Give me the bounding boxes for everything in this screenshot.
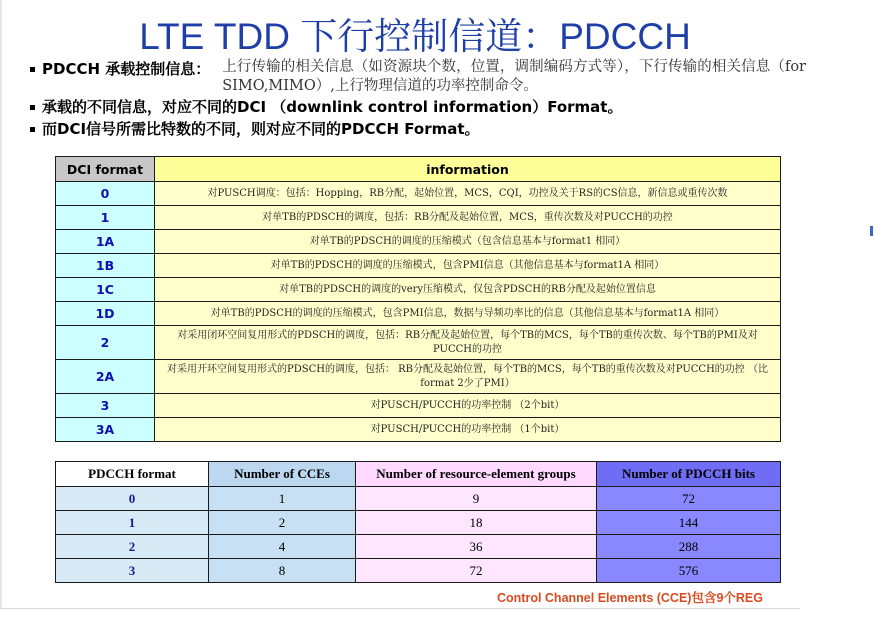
information-header: information xyxy=(155,157,781,182)
pdcch-bits-cell: 288 xyxy=(597,535,781,559)
table-row xyxy=(56,206,781,230)
reg-count-cell: 9 xyxy=(356,487,597,511)
pdcch-format-table xyxy=(55,461,781,583)
cce-footnote: Control Channel Elements (CCE)包含9个REG xyxy=(497,591,763,605)
table-row xyxy=(56,487,781,511)
reg-count-cell: 72 xyxy=(356,559,597,583)
table-row xyxy=(56,418,781,442)
edge-marker xyxy=(870,226,873,236)
dci-info-cell: 对采用开环空间复用形式的PDSCH的调度，包括： RB分配及起始位置，每个TB的MCS，每个TB的重传次数及对PUCCH的功控 （比format 2少了PMI） xyxy=(155,360,781,394)
cce-count-cell: 4 xyxy=(209,535,356,559)
table-row xyxy=(56,278,781,302)
dci-info-cell: 对单TB的PDSCH的调度的very压缩模式，仅包含PDSCH的RB分配及起始位置信息 xyxy=(155,278,781,302)
dci-format-cell: 3 xyxy=(56,394,155,418)
bullet-pdcch-format: 而DCI信号所需比特数的不同，则对应不同的PDCCH Format。 xyxy=(30,118,806,140)
slide-edge xyxy=(0,0,2,608)
table-header-row xyxy=(56,462,781,487)
pdcch-bits-header: Number of PDCCH bits xyxy=(597,462,781,487)
dci-format-table xyxy=(55,156,781,442)
bullet-pdcch-info xyxy=(30,58,806,96)
table-row xyxy=(56,326,781,360)
table-row xyxy=(56,302,781,326)
dci-info-cell: 对PUSCH调度：包括：Hopping，RB分配，起始位置，MCS，CQI，功控及关于RS的CS信息，新信息或重传次数 xyxy=(155,182,781,206)
cce-count-header: Number of CCEs xyxy=(209,462,356,487)
dci-info-cell: 对单TB的PDSCH的调度，包括：RB分配及起始位置，MCS，重传次数及对PUCCH的功控 xyxy=(155,206,781,230)
dci-format-cell: 1 xyxy=(56,206,155,230)
dci-format-cell: 2A xyxy=(56,360,155,394)
dci-info-cell: 对单TB的PDSCH的调度的压缩模式，包含PMI信息（其他信息基本与format1A 相同） xyxy=(155,254,781,278)
table-row xyxy=(56,535,781,559)
table-row xyxy=(56,254,781,278)
cce-count-cell: 2 xyxy=(209,511,356,535)
dci-format-cell: 1B xyxy=(56,254,155,278)
dci-format-cell: 0 xyxy=(56,182,155,206)
pdcch-bits-cell: 72 xyxy=(597,487,781,511)
dci-info-cell: 对单TB的PDSCH的调度的压缩模式，包含PMI信息，数据与导频功率比的信息（其他信息基本与format1A 相同） xyxy=(155,302,781,326)
table-header-row xyxy=(56,157,781,182)
cce-count-cell: 1 xyxy=(209,487,356,511)
dci-info-cell: 对PUSCH/PUCCH的功率控制 （1个bit） xyxy=(155,418,781,442)
bullet-1-heading: PDCCH 承载控制信息： xyxy=(42,60,211,78)
dci-format-cell: 1C xyxy=(56,278,155,302)
dci-format-cell: 2 xyxy=(56,326,155,360)
dci-format-header: DCI format xyxy=(56,157,155,182)
dci-format-cell: 3A xyxy=(56,418,155,442)
table-row xyxy=(56,511,781,535)
dci-info-cell: 对单TB的PDSCH的调度的压缩模式（包含信息基本与format1 相同） xyxy=(155,230,781,254)
pdcch-format-cell: 0 xyxy=(56,487,209,511)
table-row xyxy=(56,360,781,394)
pdcch-format-cell: 2 xyxy=(56,535,209,559)
dci-format-cell: 1A xyxy=(56,230,155,254)
reg-count-cell: 18 xyxy=(356,511,597,535)
table-row xyxy=(56,230,781,254)
dci-info-cell: 对采用闭环空间复用形式的PDSCH的调度，包括：RB分配及起始位置，每个TB的MCS，每个TB的重传次数、每个TB的PMI及对PUCCH的功控 xyxy=(155,326,781,360)
bullet-dci-format: 承载的不同信息，对应不同的DCI （downlink control information）Format。 xyxy=(30,96,806,118)
bullet-1-body: 上行传输的相关信息（如资源块个数，位置，调制编码方式等），下行传输的相关信息（for SIMO,MIMO）,上行物理信道的功率控制命令。 xyxy=(222,59,806,94)
dci-format-cell: 1D xyxy=(56,302,155,326)
pdcch-format-header: PDCCH format xyxy=(56,462,209,487)
pdcch-format-cell: 3 xyxy=(56,559,209,583)
bullet-list xyxy=(30,58,806,140)
dci-info-cell: 对PUSCH/PUCCH的功率控制 （2个bit） xyxy=(155,394,781,418)
pdcch-bits-cell: 144 xyxy=(597,511,781,535)
table-row xyxy=(56,182,781,206)
table-row xyxy=(56,559,781,583)
slide-title: LTE TDD 下行控制信道：PDCCH xyxy=(139,16,691,57)
reg-count-header: Number of resource-element groups xyxy=(356,462,597,487)
pdcch-format-cell: 1 xyxy=(56,511,209,535)
pdcch-bits-cell: 576 xyxy=(597,559,781,583)
reg-count-cell: 36 xyxy=(356,535,597,559)
table-row xyxy=(56,394,781,418)
cce-count-cell: 8 xyxy=(209,559,356,583)
